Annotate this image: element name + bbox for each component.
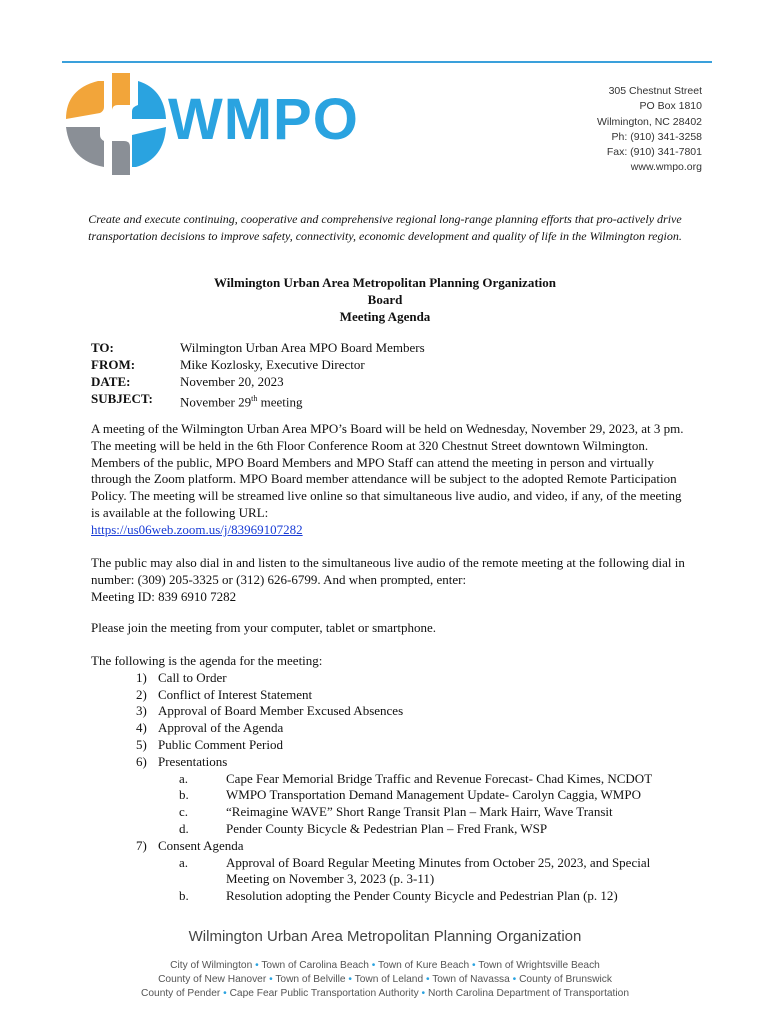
memo-header xyxy=(91,339,425,410)
agenda-item-number: 5) xyxy=(136,736,147,752)
memo-subject-row xyxy=(91,390,425,410)
agenda-item-number: 3) xyxy=(136,703,147,719)
agenda-item-number: 2) xyxy=(136,686,147,702)
member-name: Town of Kure Beach xyxy=(378,960,470,971)
dial-in-paragraph xyxy=(91,555,691,605)
address-city: Wilmington, NC 28402 xyxy=(596,115,702,128)
memo-date-label: DATE: xyxy=(91,374,131,389)
address-street: 305 Chestnut Street xyxy=(608,85,702,97)
agenda-item-number: 6) xyxy=(136,753,147,769)
dial-in-text: The public may also dial in and listen to the simultaneous live audio of the remote meeting at the following dial in number: (309) 205-3325 or (312) 626-6799. And when prompted, enter: xyxy=(91,555,685,587)
address-fax: Fax: (910) 341-7801 xyxy=(606,146,702,159)
agenda-item xyxy=(91,754,711,771)
separator-dot: • xyxy=(348,974,352,985)
sub-item-text: Cape Fear Memorial Bridge Traffic and Revenue Forecast- Chad Kimes, NCDOT xyxy=(226,770,653,786)
member-name: County of Pender xyxy=(141,988,221,999)
member-name: Town of Carolina Beach xyxy=(261,960,369,971)
agenda-item xyxy=(91,670,711,687)
memo-date-value: November 20, 2023 xyxy=(180,374,284,389)
heading-board: Board xyxy=(367,292,403,307)
sub-item-letter: d. xyxy=(179,820,189,836)
logo-wordmark: WMPO xyxy=(168,87,359,152)
agenda-item-text: Approval of the Agenda xyxy=(158,720,284,736)
memo-subject-label: SUBJECT: xyxy=(91,391,153,406)
member-name: Town of Belville xyxy=(275,974,346,985)
separator-dot: • xyxy=(472,960,476,971)
separator-dot: • xyxy=(223,988,227,999)
consent-item xyxy=(91,888,711,905)
memo-to-row xyxy=(91,339,425,356)
address-pobox: PO Box 1810 xyxy=(639,100,702,113)
agenda-item-number: 7) xyxy=(136,837,147,853)
separator-dot: • xyxy=(425,974,430,985)
subject-rest: meeting xyxy=(257,394,303,410)
member-name: County of Brunswick xyxy=(519,974,612,985)
presentation-item xyxy=(91,804,711,821)
agenda-list xyxy=(91,653,711,905)
agenda-item xyxy=(91,687,711,704)
agenda-item-text: Consent Agenda xyxy=(158,837,244,853)
memo-from-row xyxy=(91,356,425,373)
memo-to-value: Wilmington Urban Area MPO Board Members xyxy=(180,340,425,355)
footer-title: Wilmington Urban Area Metropolitan Planning Organization xyxy=(188,928,582,945)
separator-dot: • xyxy=(269,974,273,985)
member-name: Town of Leland xyxy=(354,974,424,985)
footer-members-line-1 xyxy=(0,960,770,971)
meeting-id: Meeting ID: 839 6910 7282 xyxy=(91,588,237,604)
separator-dot: • xyxy=(371,960,376,971)
member-name: North Carolina Department of Transportation xyxy=(427,988,629,999)
member-name: Town of Wrightsville Beach xyxy=(478,960,600,971)
footer-members-line-3 xyxy=(0,988,770,999)
footer-members-line-2 xyxy=(0,974,770,985)
agenda-intro: The following is the agenda for the meeting: xyxy=(91,653,323,668)
sub-item-letter: a. xyxy=(179,770,189,786)
agenda-item xyxy=(91,838,711,855)
address-block xyxy=(597,84,702,176)
agenda-item-text: Approval of Board Member Excused Absences xyxy=(158,703,404,719)
agenda-item-text: Public Comment Period xyxy=(158,736,283,752)
meeting-notice-paragraph xyxy=(91,421,691,539)
sub-item-letter: b. xyxy=(179,888,189,904)
header-rule xyxy=(62,61,712,63)
document-heading xyxy=(0,274,770,325)
sub-item-letter: c. xyxy=(179,804,189,820)
heading-agenda: Meeting Agenda xyxy=(339,309,431,324)
meeting-notice-text: A meeting of the Wilmington Urban Area MPO’s Board will be held on Wednesday, November 29, 2023, at 3 pm. The meeting will be held in the 6th Floor Conference Room at 320 Chestnut Street downtown Wilmington. Members of the public, MPO Board Members and MPO Staff can attend the meeting in person and virtually through the Zoom platform. MPO Board member attendance will be subject to the adopted Remote Participation Policy. The meeting will be streamed live online so that simultaneous live audio, and video, if any, of the meeting is available at the following URL: xyxy=(91,421,684,520)
sub-item-text: Pender County Bicycle & Pedestrian Plan – Fred Frank, WSP xyxy=(226,820,548,836)
sub-item-text: “Reimagine WAVE” Short Range Transit Plan – Mark Hairr, Wave Transit xyxy=(226,804,613,820)
heading-organization: Wilmington Urban Area Metropolitan Planning Organization xyxy=(214,275,556,290)
sub-item-text: Resolution adopting the Pender County Bicycle and Pedestrian Plan (p. 12) xyxy=(226,888,618,904)
memo-to-label: TO: xyxy=(91,340,114,355)
memo-from-label: FROM: xyxy=(91,357,136,372)
join-paragraph: Please join the meeting from your computer, tablet or smartphone. xyxy=(91,620,436,635)
address-website[interactable]: www.wmpo.org xyxy=(630,161,702,174)
member-name: Cape Fear Public Transportation Authority xyxy=(229,988,419,999)
agenda-item xyxy=(91,720,711,737)
agenda-item-number: 1) xyxy=(136,669,147,685)
subject-ordinal: th xyxy=(251,394,258,403)
consent-item xyxy=(91,855,711,889)
subject-date: November 29 xyxy=(180,394,252,410)
member-name: County of New Hanover xyxy=(158,974,267,985)
member-name: City of Wilmington xyxy=(170,960,253,971)
separator-dot: • xyxy=(421,988,426,999)
sub-item-text: Approval of Board Regular Meeting Minutes from October 25, 2023, and Special Meeting on November 3, 2023 (p. 3-11) xyxy=(226,854,651,887)
agenda-item-number: 4) xyxy=(136,720,147,736)
separator-dot: • xyxy=(255,960,259,971)
memo-from-value: Mike Kozlosky, Executive Director xyxy=(180,357,365,372)
agenda-item xyxy=(91,703,711,720)
member-name: Town of Navassa xyxy=(432,974,510,985)
presentation-item xyxy=(91,787,711,804)
sub-item-letter: a. xyxy=(179,854,189,870)
address-phone: Ph: (910) 341-3258 xyxy=(611,130,702,143)
agenda-item xyxy=(91,737,711,754)
sub-item-text: WMPO Transportation Demand Management Update- Carolyn Caggia, WMPO xyxy=(226,787,641,803)
mission-tagline: Create and execute continuing, cooperative and comprehensive regional long-range planning efforts that pro-actively drive transportation decisions to improve safety, connectivity, economic development and quality of life in the Wilmington region. xyxy=(88,212,682,243)
separator-dot: • xyxy=(512,974,517,985)
memo-subject-value xyxy=(180,390,303,410)
sub-item-letter: b. xyxy=(179,787,189,803)
memo-date-row xyxy=(91,373,425,390)
zoom-link[interactable]: https://us06web.zoom.us/j/83969107282 xyxy=(91,521,303,537)
presentation-item xyxy=(91,771,711,788)
presentation-item xyxy=(91,821,711,838)
agenda-item-text: Conflict of Interest Statement xyxy=(158,686,313,702)
agenda-item-text: Call to Order xyxy=(158,669,227,685)
agenda-item-text: Presentations xyxy=(158,753,228,769)
